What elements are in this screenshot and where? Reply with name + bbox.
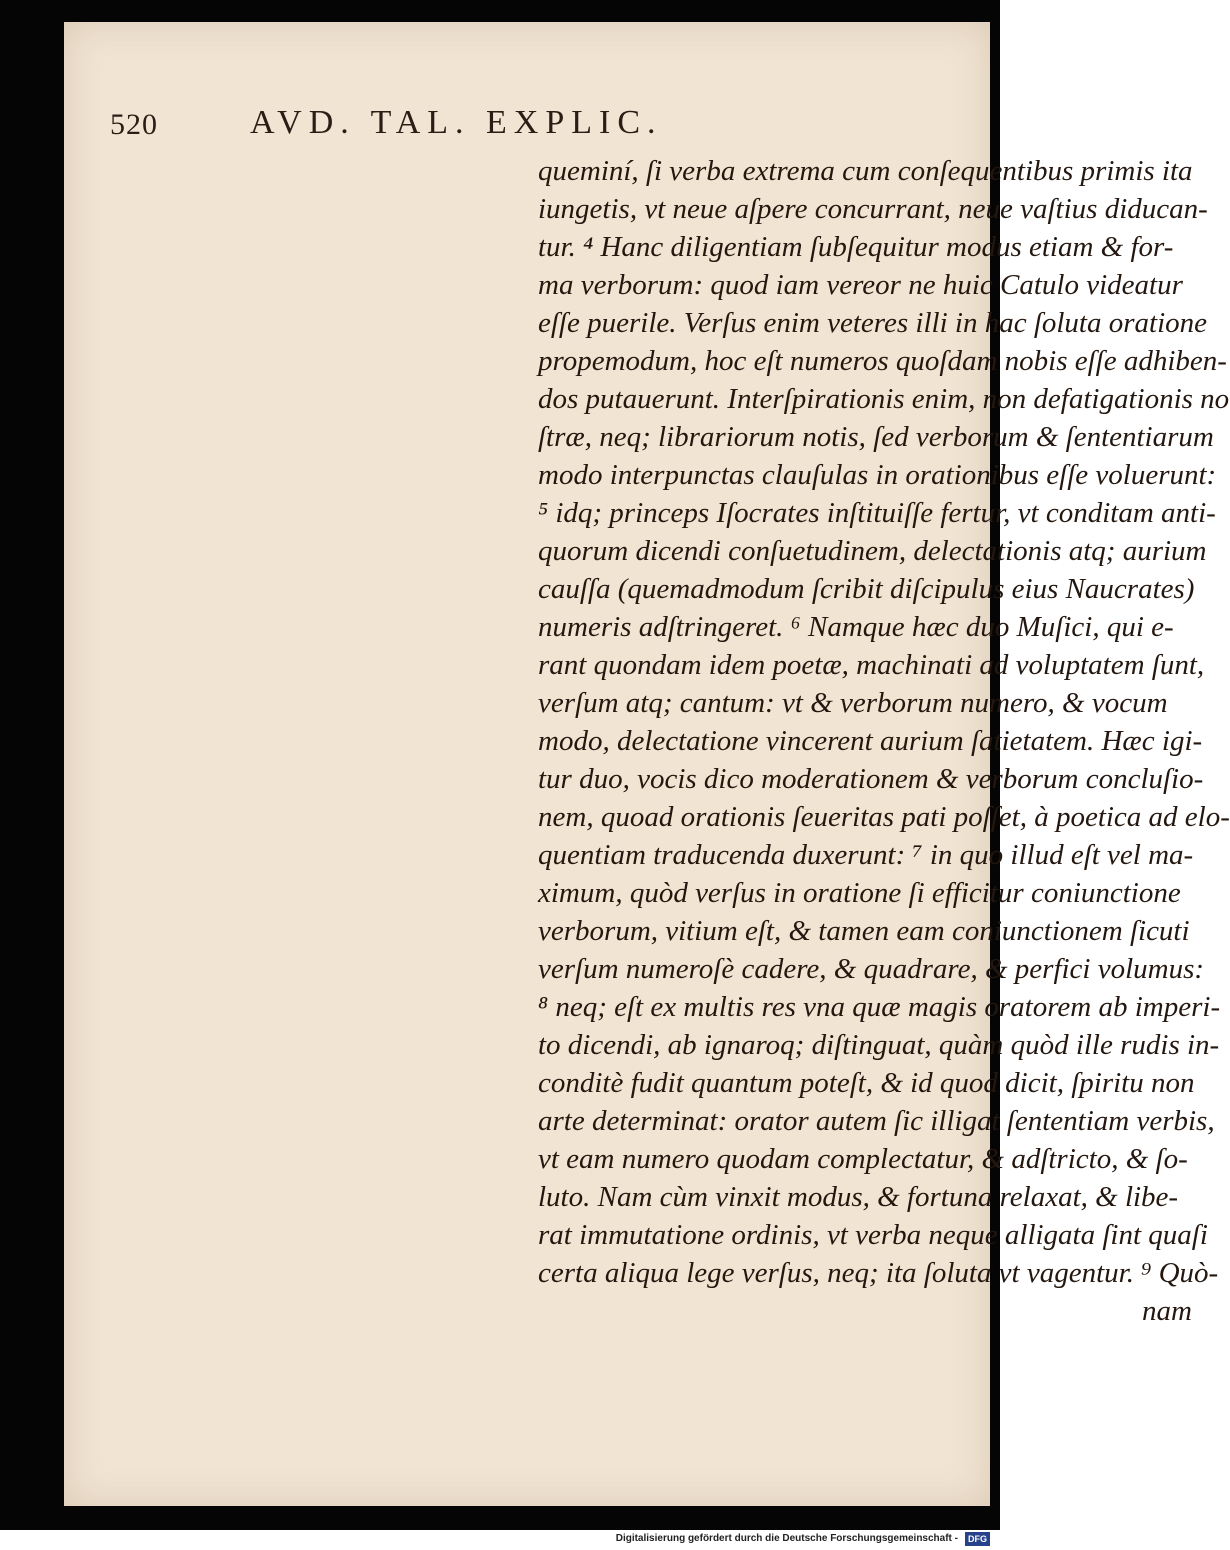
text-line: conditè fudit quantum poteſt, & id quod dicit, ſpiritu non (538, 1067, 1195, 1099)
text-line: ⁸ neq; eſt ex multis res vna quæ magis oratorem ab imperi- (538, 991, 1221, 1023)
text-line: ſtræ, neq; librariorum notis, ſed verborum & ſententiarum (538, 421, 1214, 453)
digitization-footer (0, 1530, 1000, 1550)
text-line: to dicendi, ab ignaroq; diſtinguat, quàm quòd ille rudis in- (538, 1029, 1220, 1061)
text-line: luto. Nam cùm vinxit modus, & fortuna relaxat, & libe- (538, 1181, 1179, 1213)
text-line: nem, quoad orationis ſeueritas pati poſſet, à poetica ad elo- (538, 801, 1230, 833)
text-line: verſum numeroſè cadere, & quadrare, & perfici volumus: (538, 953, 1205, 985)
text-line: modo, delectatione vincerent aurium ſatietatem. Hæc igi- (538, 725, 1203, 757)
text-line: iungetis, vt neue aſpere concurrant, neue vaſtius diducan- (538, 193, 1208, 225)
text-line: cauſſa (quemadmodum ſcribit diſcipulus eius Naucrates) (538, 573, 1195, 605)
text-line: arte determinat: orator autem ſic illigat ſententiam verbis, (538, 1105, 1215, 1137)
page-number: 520 (110, 108, 158, 141)
text-line: verſum atq; cantum: vt & verborum numero, & vocum (538, 687, 1168, 719)
text-line: tur. ⁴ Hanc diligentiam ſubſequitur modus etiam & for- (538, 231, 1174, 263)
text-line: numeris adſtringeret. ⁶ Namque hæc duo Muſici, qui e- (538, 611, 1174, 643)
text-line: modo interpunctas clauſulas in orationibus eſſe voluerunt: (538, 459, 1217, 491)
text-line: rat immutatione ordinis, vt verba neque alligata ſint quaſi (538, 1219, 1208, 1251)
text-line: quorum dicendi conſuetudinem, delectationis atq; aurium (538, 535, 1207, 567)
text-line: verborum, vitium eſt, & tamen eam coniunctionem ſicuti (538, 915, 1190, 947)
text-line: tur duo, vocis dico moderationem & verborum concluſio- (538, 763, 1204, 795)
text-line: rant quondam idem poetæ, machinati ad voluptatem ſunt, (538, 649, 1205, 681)
text-line: dos putauerunt. Interſpirationis enim, non defatigationis no (538, 383, 1230, 415)
text-line: queminí, ſi verba extrema cum conſequentibus primis ita (538, 155, 1193, 187)
dfg-credit-text: Digitalisierung gefördert durch die Deutsche Forschungsgemeinschaft - (615, 1533, 958, 1544)
text-line: vt eam numero quodam complectatur, & adſtricto, & ſo- (538, 1143, 1188, 1175)
text-line: certa aliqua lege verſus, neq; ita ſoluta vt vagentur. ⁹ Quò- (538, 1257, 1219, 1289)
book-page (64, 22, 1230, 1506)
text-line: propemodum, hoc eſt numeros quoſdam nobis eſſe adhiben- (538, 345, 1227, 377)
catchword: nam (1142, 1295, 1192, 1327)
text-line: eſſe puerile. Verſus enim veteres illi in hac ſoluta oratione (538, 307, 1208, 339)
text-line: quentiam traducenda duxerunt: ⁷ in quo illud eſt vel ma- (538, 839, 1194, 871)
dfg-logo-icon: DFG (965, 1532, 990, 1546)
text-line: ⁵ idq; princeps Iſocrates inſtituiſſe fertur, vt conditam anti- (538, 497, 1216, 529)
page-header (110, 104, 900, 144)
text-line: ximum, quòd verſus in oratione ſi efficitur coniunctione (538, 877, 1181, 909)
running-head: AVD. TAL. EXPLIC. (250, 104, 663, 141)
text-line: ma verborum: quod iam vereor ne huic Catulo videatur (538, 269, 1183, 301)
